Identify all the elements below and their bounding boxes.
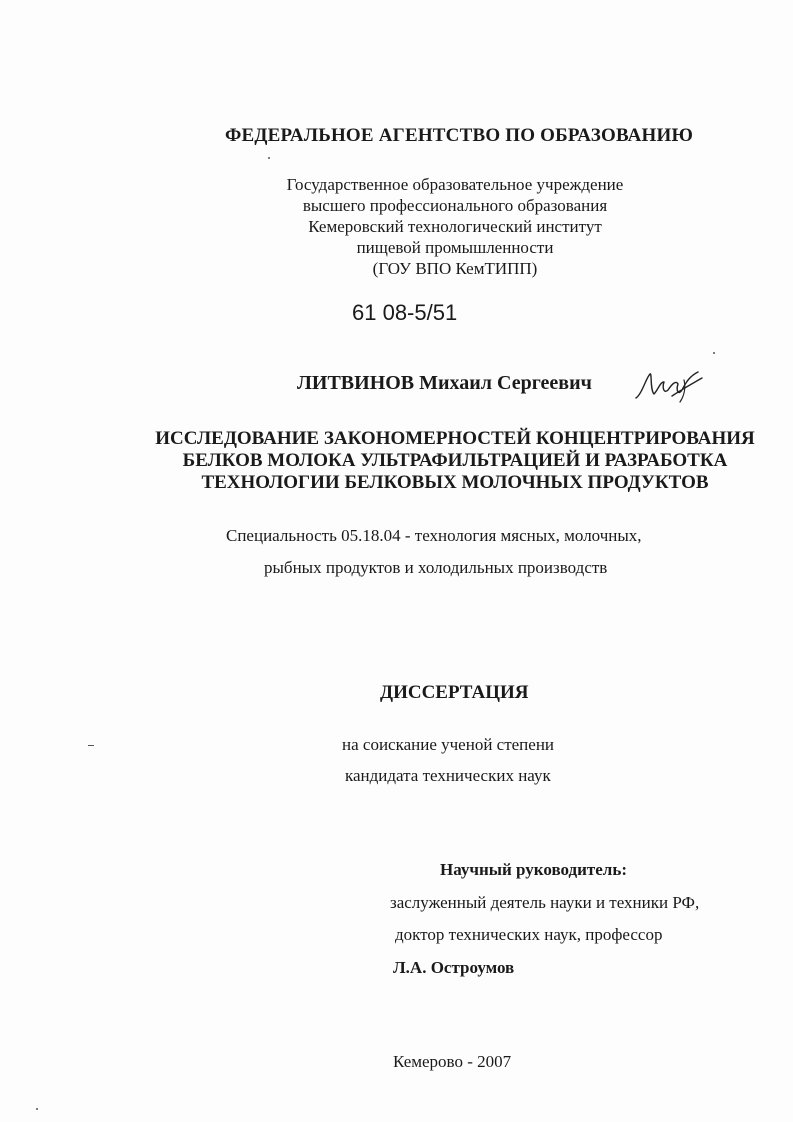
institution-line-4: пищевой промышленности <box>356 238 554 257</box>
specialty-line-2: рыбных продуктов и холодильных производств <box>264 558 608 577</box>
institution-line-2: высшего профессионального образования <box>302 196 608 215</box>
institution-line-5: (ГОУ ВПО КемТИПП) <box>372 259 538 278</box>
title-line-3: ТЕХНОЛОГИИ БЕЛКОВЫХ МОЛОЧНЫХ ПРОДУКТОВ <box>201 472 709 493</box>
city-year: Кемерово - 2007 <box>393 1052 512 1071</box>
degree-line-1: на соискание ученой степени <box>342 735 555 754</box>
title-line-1: ИССЛЕДОВАНИЕ ЗАКОНОМЕРНОСТЕЙ КОНЦЕНТРИРОВАНИЯ <box>155 428 755 449</box>
supervisor-title-line-2: доктор технических наук, профессор <box>395 925 663 944</box>
scan-speck <box>713 352 715 354</box>
institution-line-3: Кемеровский технологический институт <box>308 217 602 236</box>
title-line-2: БЕЛКОВ МОЛОКА УЛЬТРАФИЛЬТРАЦИЕЙ И РАЗРАБОТКА <box>182 450 728 471</box>
supervisor-title-line-1: заслуженный деятель науки и техники РФ, <box>390 893 700 912</box>
institution-line-1: Государственное образовательное учреждение <box>286 175 624 194</box>
signature-mark <box>632 368 704 408</box>
agency-heading: ФЕДЕРАЛЬНОЕ АГЕНТСТВО ПО ОБРАЗОВАНИЮ <box>225 125 694 146</box>
catalog-code: 61 08-5/51 <box>352 300 458 325</box>
specialty-line-1: Специальность 05.18.04 - технология мясных, молочных, <box>226 526 642 545</box>
supervisor-name: Л.А. Остроумов <box>393 958 515 977</box>
scan-speck <box>36 1108 38 1110</box>
scan-speck <box>88 745 94 746</box>
document-type: ДИССЕРТАЦИЯ <box>380 682 529 703</box>
scan-speck <box>268 157 270 159</box>
author-name: ЛИТВИНОВ Михаил Сергеевич <box>297 372 592 394</box>
supervisor-heading: Научный руководитель: <box>440 860 627 879</box>
degree-line-2: кандидата технических наук <box>345 766 551 785</box>
